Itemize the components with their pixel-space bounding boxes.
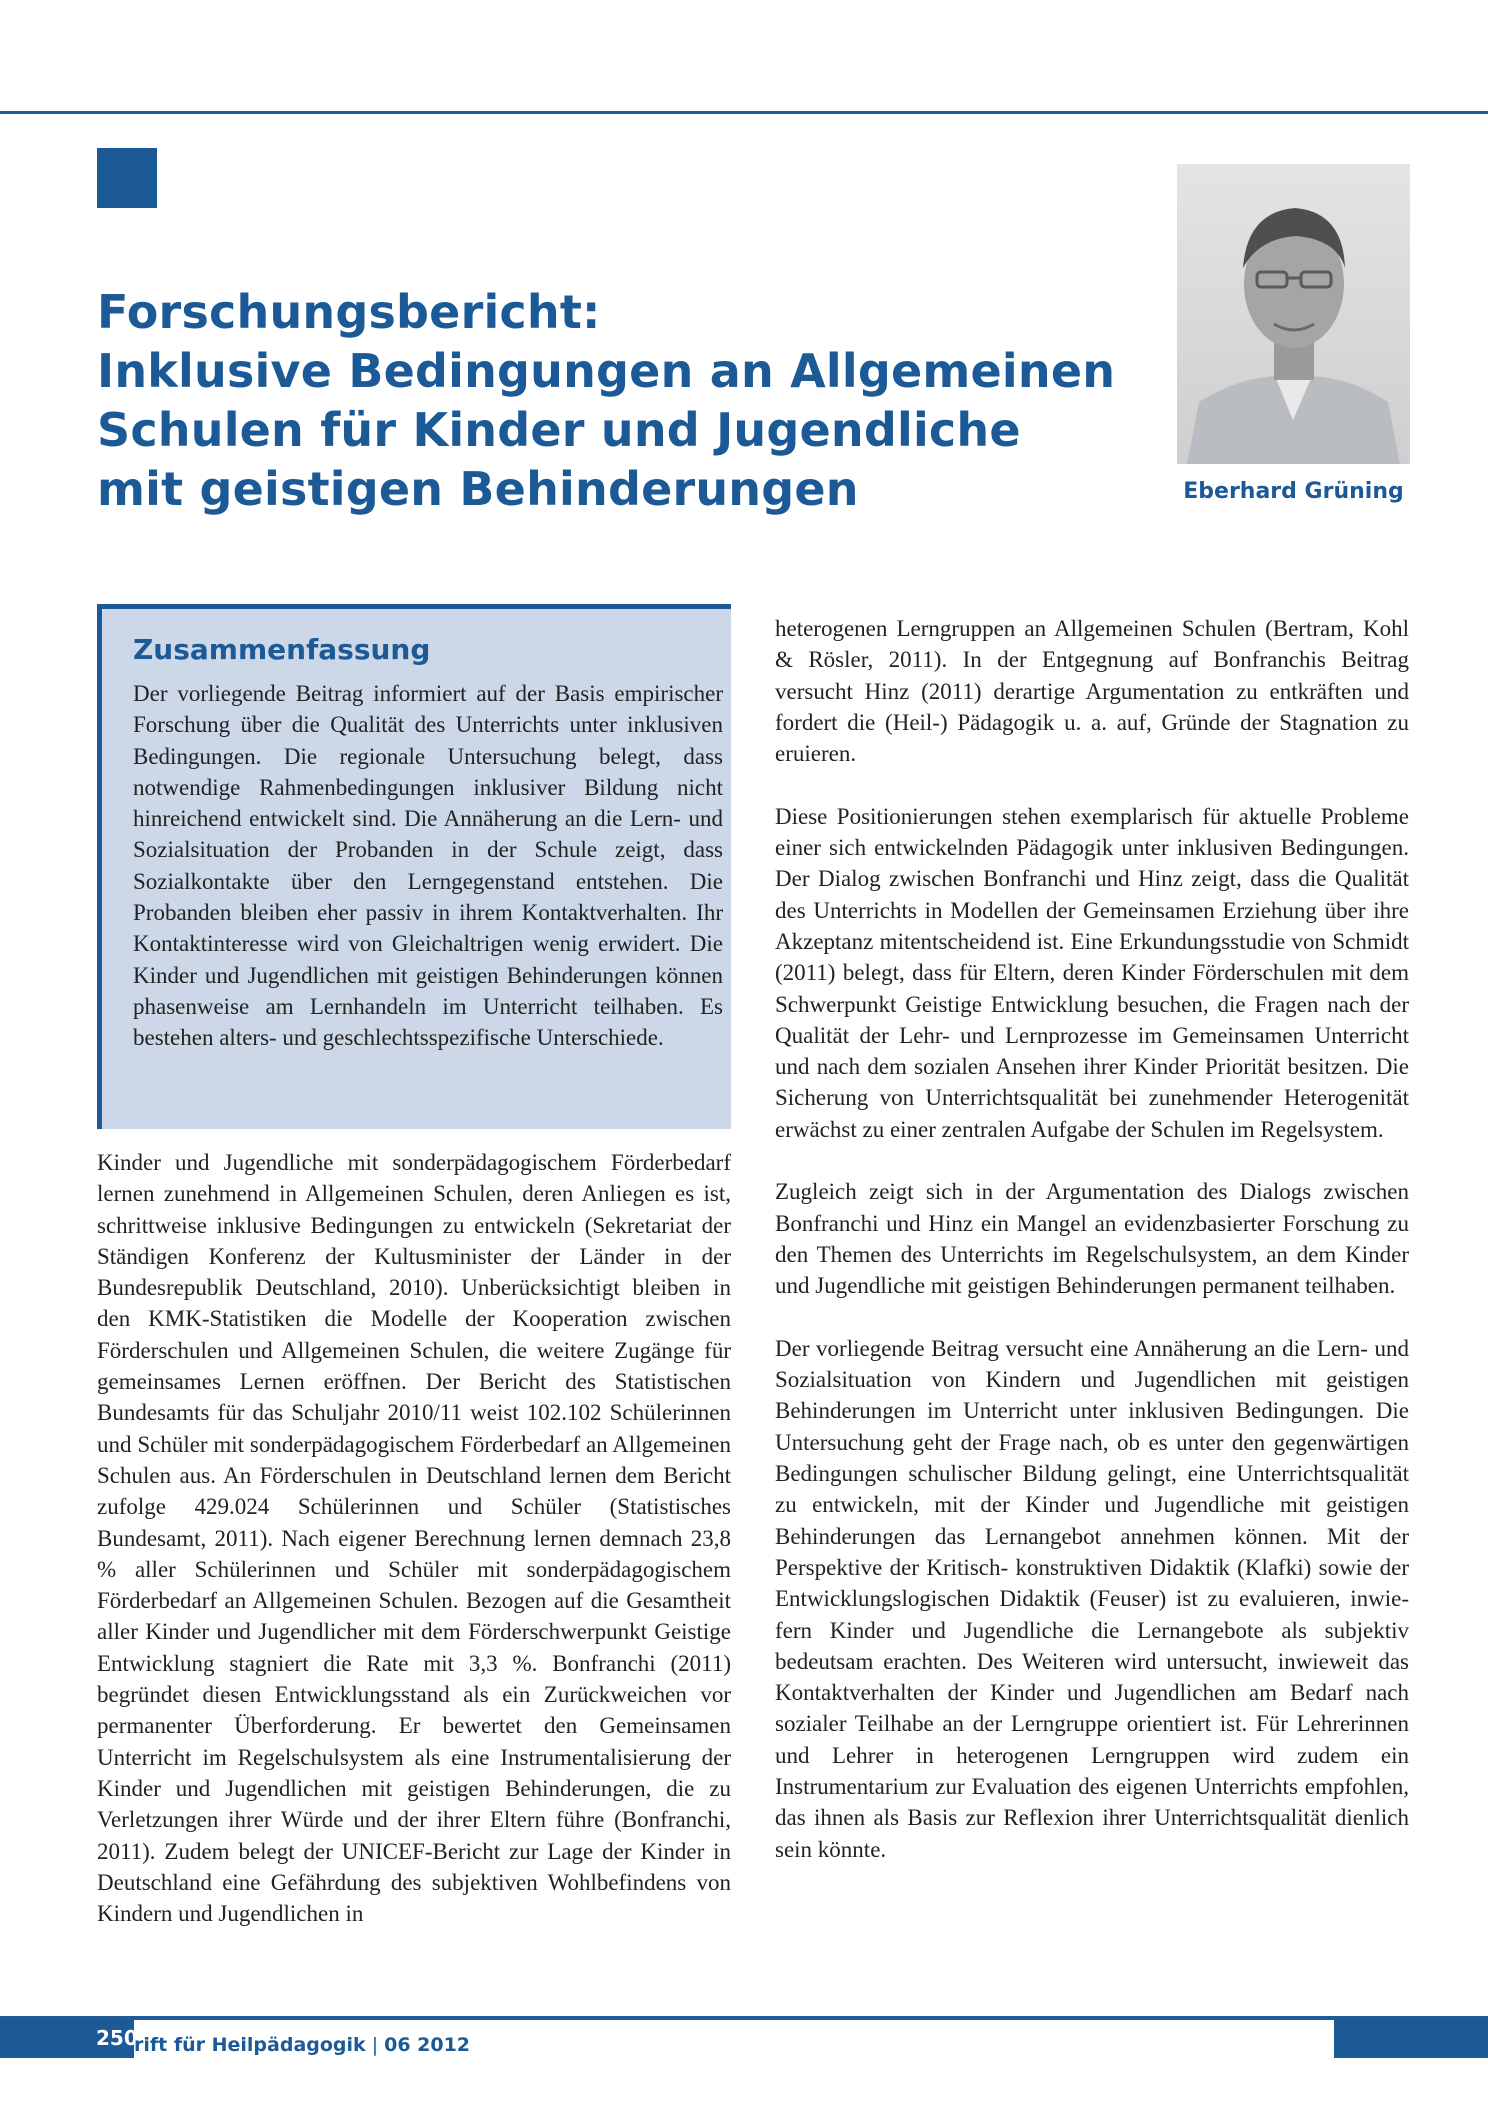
abstract-heading: Zusammenfassung [133,633,431,666]
journal-footer [134,2033,470,2057]
body-paragraph: heterogenen Lerngruppen an Allgemeinen Schulen (Bertram, Kohl & Rösler, 2011). In der Entgegnung auf Bonfranchis Beitrag versucht Hinz (2011) derartige Argumentation zu entkräften und fordert die (Heil-) Pädagogik u. a. auf, Gründe der Stagnation zu eruieren. [775,616,1409,767]
author-portrait-image [1177,164,1410,464]
title-line: mit geistigen Behinderungen [97,462,859,516]
footer-rule [0,2016,1488,2020]
title-line: Forschungsbericht: [97,285,601,339]
section-marker-square [97,148,157,208]
author-name: Eberhard Grüning [1183,479,1404,504]
abstract-text: Der vorliegende Beitrag informiert auf der Basis empirischer Forschung über die Qualität des Unterrichts unter inklusiven Bedingungen. Die regionale Untersuchung belegt, dass notwendige Rahmenbedingungen inklusiver Bildung nicht hinreichend entwickelt sind. Die Annäherung an die Lern- und Sozialsituation der Probanden in der Schule zeigt, dass Sozialkontakte über den Lerngegenstand entstehen. Die Probanden bleiben eher passiv in ihrem Kontaktverhalten. Ihr Kontaktinteresse wird von Gleichaltrigen wenig erwidert. Die Kinder und Jugendlichen mit geistigen Behinderungen können phasenweise am Lernhandeln im Unterricht teilhaben. Es bestehen alters- und geschlechtsspezifische Unterschiede. [133,681,723,1051]
footer-separator: | [371,2034,379,2056]
title-line: Schulen für Kinder und Jugendliche [97,403,1021,457]
author-portrait [1177,164,1410,464]
body-paragraph: Kinder und Jugendliche mit sonderpädagogischem Förderbedarf lernen zunehmend in Allgemeinen Schulen, deren Anliegen es ist, schrittweise inklusive Bedingungen zu entwickeln (Sekretariat der Ständigen Konferenz der Kultusminister der Länder in der Bundesrepublik Deutschland, 2010). Unberücksichtigt bleiben in den KMK-Statistiken die Modelle der Kooperation zwischen Förderschulen und Allgemeinen Schulen, die weitere Zugänge für gemeinsames Lernen eröffnen. Der Bericht des Statistischen Bundesamts für das Schuljahr 2010/11 weist 102.102 Schülerinnen und Schüler mit sonderpädagogischem Förderbedarf an Allgemeinen Schulen aus. An Förderschulen in Deutschland lernen dem Bericht zufolge 429.024 Schülerinnen und Schüler (Statistisches Bundesamt, 2011). Nach eigener Berechnung lernen demnach 23,8 % aller Schülerinnen und Schüler mit sonderpädagogischem Förderbedarf an Allgemeinen Schulen. Bezogen auf die Gesamtheit aller Kinder und Jugendlicher mit dem Förderschwerpunkt Geistige Entwicklung stagniert die Rate mit 3,3 %. Bonfranchi (2011) begründet diesen Entwicklungsstand als ein Zurückweichen vor permanenter Überforderung. Er bewertet den Gemeinsamen Unterricht im Regelschulsystem als eine Instrumentalisierung der Kinder und Jugendlichen mit geistigen Behinderungen, die zu Verletzungen ihrer Würde und der ihrer Eltern führe (Bonfranchi, 2011). Zudem belegt der UNICEF-Bericht zur Lage der Kinder in Deutschland eine Gefährdung des subjektiven Wohlbefindens von Kindern und Jugendlichen in [97,1150,731,1927]
footer-corner-block [1334,2020,1488,2058]
journal-name: rift für Heilpädagogik [134,2034,366,2056]
body-paragraph: Der vorliegende Beitrag versucht eine Annäherung an die Lern- und Sozialsituation von Kindern und Jugendlichen mit geistigen Behinderungen im Unterricht unter inklusiven Bedingungen. Die Untersuchung geht der Frage nach, ob es unter den gegenwärtigen Bedingungen schulischer Bildung gelingt, eine Unterrichtsqualität zu entwickeln, mit der Kinder und Jugendliche mit geistigen Behinderungen das Lernangebot annehmen können. Mit der Perspektive der Kritisch- konstruktiven Didaktik (Klafki) sowie der Entwicklungslogischen Didaktik (Feuser) ist zu evaluieren, inwiefern Kinder und Jugendliche die Lernangebote als subjektiv bedeutsam erachten. Des Weiteren wird untersucht, inwieweit das Kontaktverhalten der Kinder und Jugendlichen am Bedarf nach sozialer Teilhabe an der Lerngruppe orientiert ist. Für Lehrerinnen und Lehrer in heterogenen Lerngruppen wird zudem ein Instrumentarium zur Evaluation des eigenen Unterrichts empfohlen, das ihnen als Basis zur Reflexion ihrer Unterrichtsqualität dienlich sein könnte. [775,1335,1409,1862]
title-line: Inklusive Bedingungen an Allgemeinen [97,344,1116,398]
journal-issue: 06 2012 [384,2034,471,2056]
body-paragraph: Zugleich zeigt sich in der Argumentation des Dialogs zwischen Bonfranchi und Hinz ein Mangel an evidenzbasierter Forschung zu den Themen des Unterrichts im Regelschulsystem, an dem Kinder und Jugendliche mit geistigen Behinderungen permanent teilhaben. [775,1179,1409,1299]
body-paragraph: Diese Positionierungen stehen exemplarisch für aktuelle Probleme einer sich entwickelnden Pädagogik unter inklusiven Bedingungen. Der Dialog zwischen Bonfranchi und Hinz zeigt, dass die Qualität des Unterrichts in Modellen der Gemeinsamen Erziehung über ihre Akzeptanz mitentscheidend ist. Eine Erkundungsstudie von Schmidt (2011) belegt, dass für Eltern, deren Kinder Förderschulen mit dem Schwerpunkt Geistige Entwicklung besuchen, die Fragen nach der Qualität der Lehr- und Lernprozesse im Gemeinsamen Unterricht und nach dem sozialen Ansehen ihrer Kinder Priorität besitzen. Die Sicherung von Unterrichtsqualität bei zunehmender Heterogenität erwächst zu einer zentralen Aufgabe der Schulen im Regelsystem. [775,803,1409,1142]
page-number: 250 [96,2026,138,2050]
article-title [97,283,1116,519]
left-column [97,1147,731,1961]
top-rule [0,111,1488,114]
right-column [775,613,1409,1896]
